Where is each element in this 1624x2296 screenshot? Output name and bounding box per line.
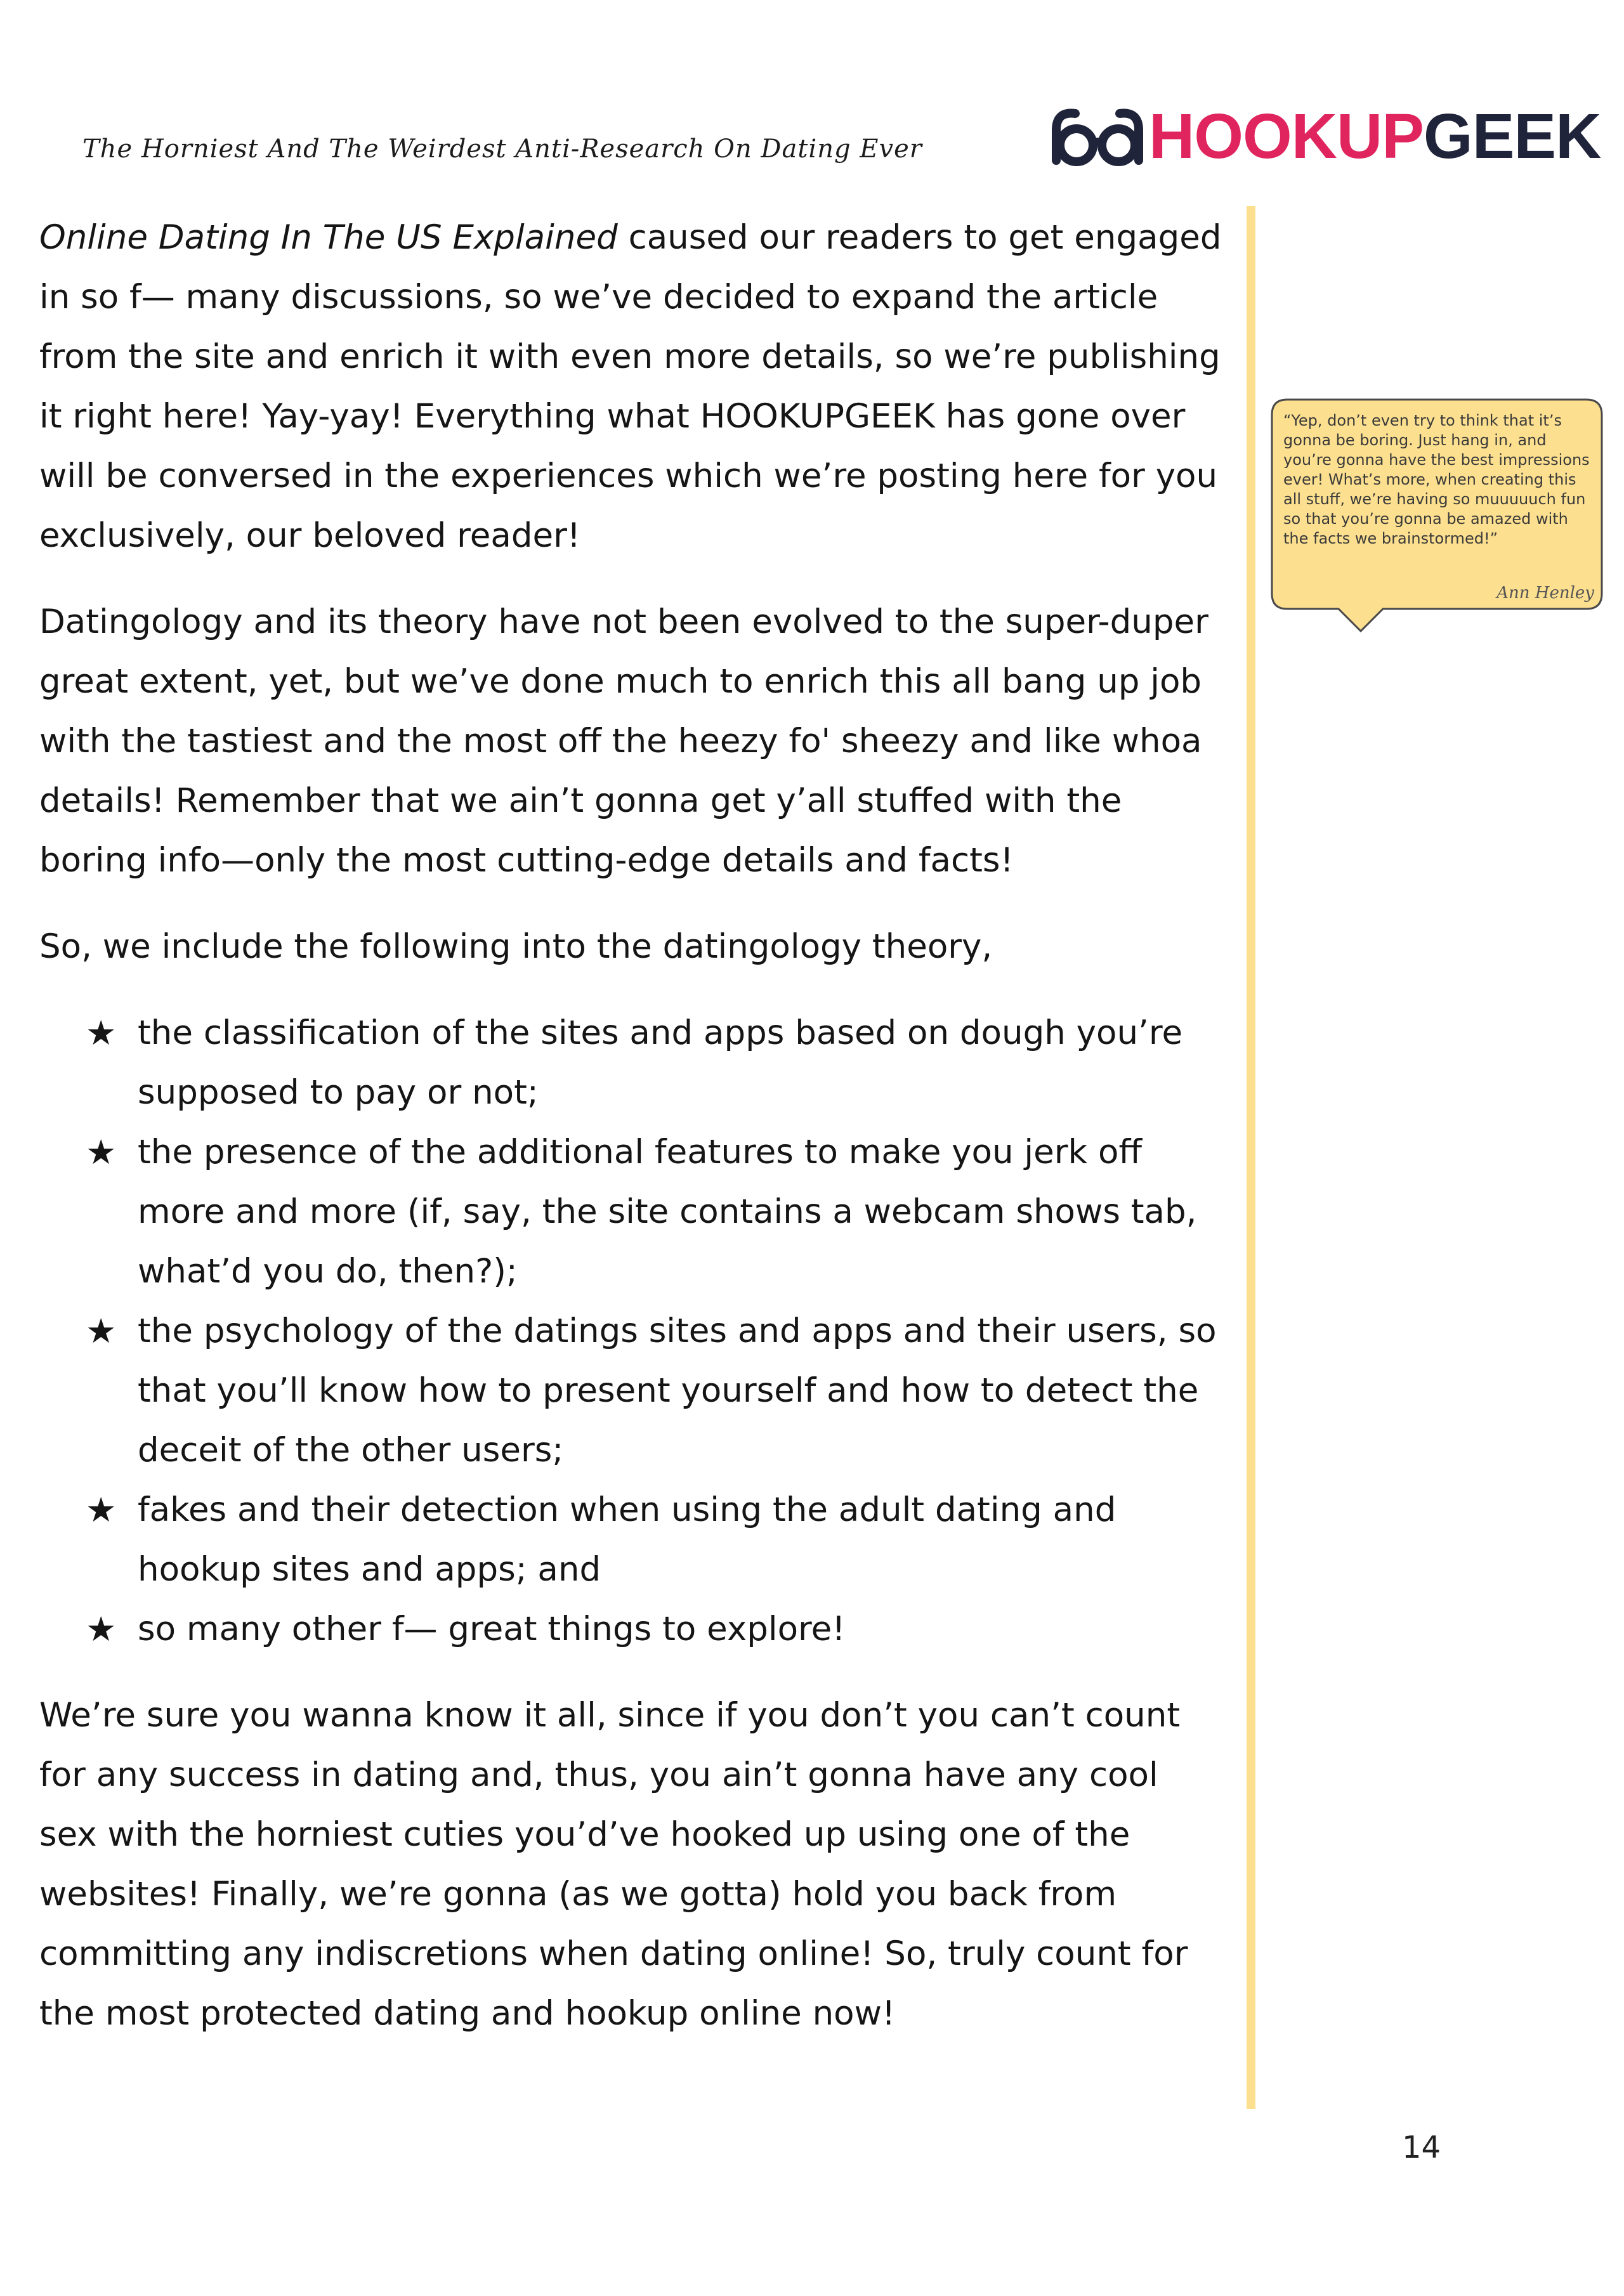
- logo-geek-text: GEEK: [1423, 101, 1601, 172]
- list-item: [86, 1123, 1226, 1301]
- star-icon: ★: [86, 1013, 117, 1053]
- list-item-text: so many other f— great things to explore!: [138, 1610, 846, 1648]
- quote-text: “Yep, don’t even try to think that it’s gonna be boring. Just hang in, and you’re gonna have the best impressions ever! What’s more, when creating this all stuff, we’re having so muuuuuch fun so that you’re gonna be amazed with the facts we brainstormed!”: [1283, 412, 1590, 547]
- logo-hookup-text: HOOKUP: [1149, 101, 1424, 172]
- quote-bubble: [1266, 393, 1608, 647]
- hookupgeek-logo: [1050, 101, 1601, 171]
- list-item: [86, 1600, 1226, 1659]
- star-icon: ★: [86, 1132, 117, 1172]
- paragraph-list-intro: So, we include the following into the datingology theory,: [39, 927, 993, 966]
- paragraph-datingology: Datingology and its theory have not been evolved to the super-duper great extent, yet, but we’ve done much to enrich this all bang up job with the tastiest and the most off the heezy fo' sheezy and like whoa details! Remember that we ain’t gonna get y’all stuffed with the boring info—only the most cutting-edge details and facts!: [39, 603, 1208, 880]
- page-number: 14: [1402, 2130, 1441, 2165]
- paragraph-intro-text: caused our readers to get engaged in so f— many discussions, so we’ve decided to expand the article from the site and enrich it with even more details, so we’re publishing it right here! Yay-yay! Everything what HOOKUPGEEK has gone over will be conversed in the experiences which we’re posting here for you exclusively, our beloved reader!: [39, 218, 1222, 555]
- list-item: [86, 1003, 1226, 1123]
- sidebar-divider: [1247, 206, 1255, 2109]
- list-item-text: the psychology of the datings sites and apps and their users, so that you’ll know how to present yourself and how to detect the deceit of the other users;: [138, 1312, 1217, 1470]
- logo-text: [1149, 101, 1601, 172]
- list-item-text: fakes and their detection when using the adult dating and hookup sites and apps; and: [138, 1490, 1116, 1589]
- list-item-text: the presence of the additional features to make you jerk off more and more (if, say, the site contains a webcam shows tab, what’d you do, then?);: [138, 1133, 1197, 1291]
- feature-list: [39, 1003, 1226, 1659]
- glasses-icon: [1050, 105, 1145, 168]
- star-icon: ★: [86, 1609, 117, 1649]
- paragraph-intro: [39, 208, 1226, 566]
- quote-author: Ann Henley: [1496, 584, 1594, 603]
- document-tagline: The Horniest And The Weirdest Anti-Research On Dating Ever: [82, 134, 922, 164]
- list-item: [86, 1301, 1226, 1480]
- paragraph-conclusion: We’re sure you wanna know it all, since if you don’t you can’t count for any success in dating and, thus, you ain’t gonna have any cool sex with the horniest cuties you’d’ve hooked up using one of the websites! Finally, we’re gonna (as we gotta) hold you back from committing any indiscretions when dating online! So, truly count for the most protected dating and hookup online now!: [39, 1696, 1188, 2033]
- list-item: [86, 1480, 1226, 1600]
- star-icon: ★: [86, 1311, 117, 1351]
- article-reference: Online Dating In The US Explained: [39, 218, 618, 257]
- article-body: [39, 208, 1226, 2070]
- list-item-text: the classification of the sites and apps based on dough you’re supposed to pay or not;: [138, 1014, 1183, 1112]
- star-icon: ★: [86, 1490, 117, 1530]
